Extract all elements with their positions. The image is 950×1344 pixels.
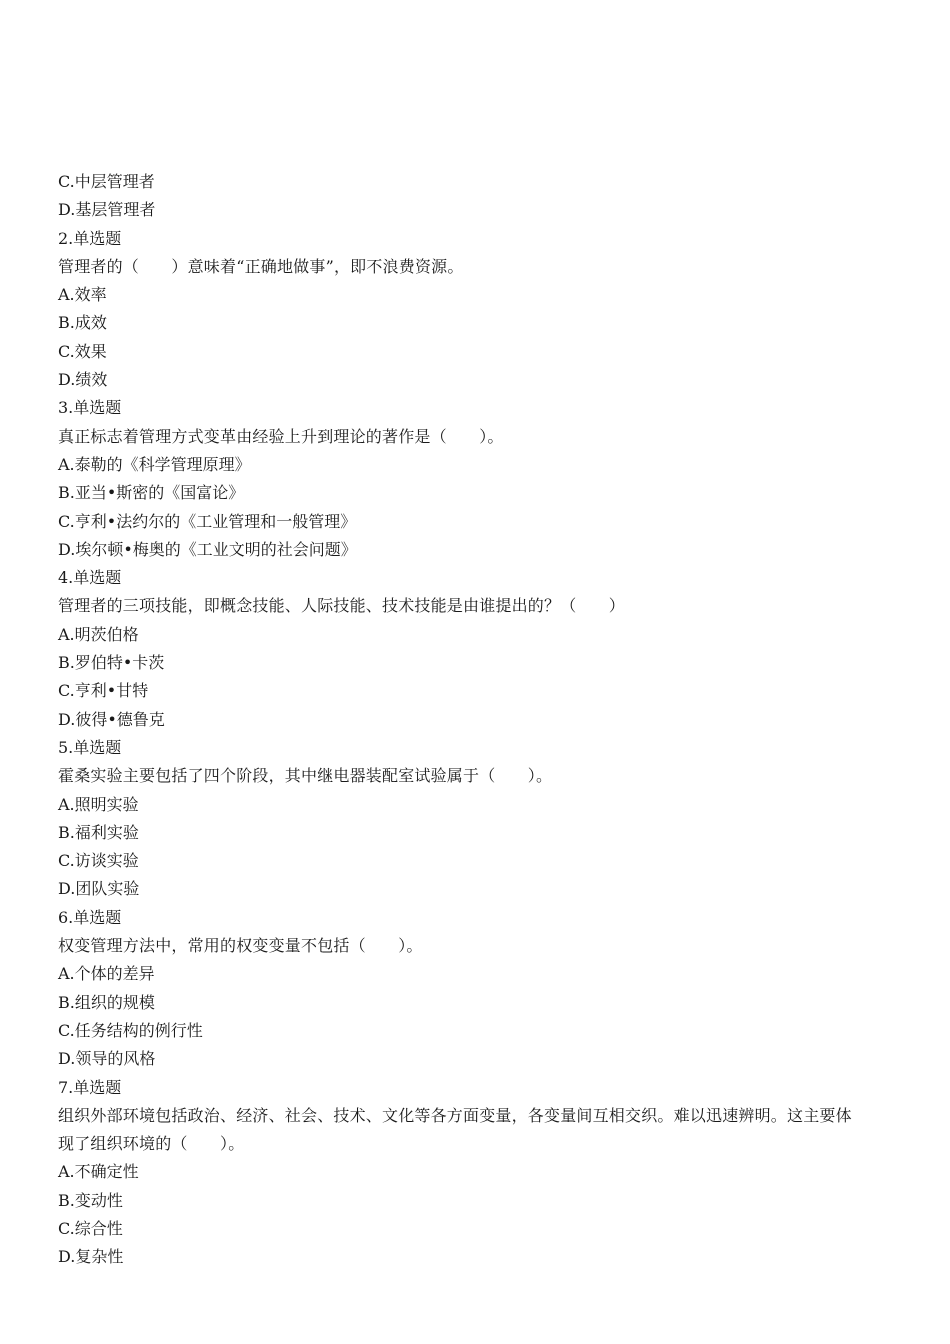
option-b: B.亚当•斯密的《国富论》: [58, 483, 245, 503]
option-b: B.成效: [58, 313, 107, 333]
option-a: A.效率: [58, 285, 107, 305]
option-c: C.中层管理者: [58, 172, 155, 191]
option-a: A.照明实验: [58, 794, 139, 814]
question-header: 2.单选题: [58, 228, 122, 248]
option-d: D.基层管理者: [58, 200, 156, 220]
question-text: 权变管理方法中，常用的权变变量不包括（ ）。: [58, 936, 423, 956]
option-b: B.罗伯特•卡茨: [58, 653, 165, 673]
option-b: B.福利实验: [58, 822, 139, 842]
option-d: D.团队实验: [58, 879, 140, 899]
option-c: C.亨利•法约尔的《工业管理和一般管理》: [58, 511, 357, 531]
question-header: 5.单选题: [58, 737, 122, 757]
option-c: C.综合性: [58, 1218, 123, 1238]
question-header: 3.单选题: [58, 398, 122, 418]
option-c: C.访谈实验: [58, 851, 139, 871]
document-page: [58, 168, 898, 1272]
option-d: D.埃尔顿•梅奥的《工业文明的社会问题》: [58, 539, 357, 559]
option-a: A.不确定性: [58, 1162, 139, 1182]
option-d: D.绩效: [58, 370, 108, 390]
question-text: 管理者的（ ）意味着“正确地做事”，即不浪费资源。: [58, 256, 464, 276]
option-c: C.任务结构的例行性: [58, 1020, 203, 1040]
option-b: B.变动性: [58, 1190, 123, 1210]
option-a: A.泰勒的《科学管理原理》: [58, 454, 251, 474]
question-text: 霍桑实验主要包括了四个阶段，其中继电器装配室试验属于（ ）。: [58, 766, 553, 786]
option-b: B.组织的规模: [58, 992, 155, 1012]
question-text: 管理者的三项技能，即概念技能、人际技能、技术技能是由谁提出的？（ ）: [58, 596, 626, 616]
question-header: 7.单选题: [58, 1077, 122, 1097]
option-a: A.明茨伯格: [58, 624, 139, 644]
option-d: D.领导的风格: [58, 1049, 156, 1069]
question-text: 真正标志着管理方式变革由经验上升到理论的著作是（ ）。: [58, 426, 504, 446]
question-header: 4.单选题: [58, 568, 122, 588]
option-c: C.亨利•甘特: [58, 681, 149, 701]
option-a: A.个体的差异: [58, 964, 155, 984]
option-c: C.效果: [58, 341, 107, 361]
option-d: D.彼得•德鲁克: [58, 709, 165, 729]
question-header: 6.单选题: [58, 907, 122, 927]
question-text-line-1: 组织外部环境包括政治、经济、社会、技术、文化等各方面变量，各变量间互相交织。难以迅速辨明。这主要体: [58, 1105, 852, 1125]
option-d: D.复杂性: [58, 1247, 124, 1267]
question-text-line-2: 现了组织环境的（ ）。: [58, 1134, 245, 1154]
